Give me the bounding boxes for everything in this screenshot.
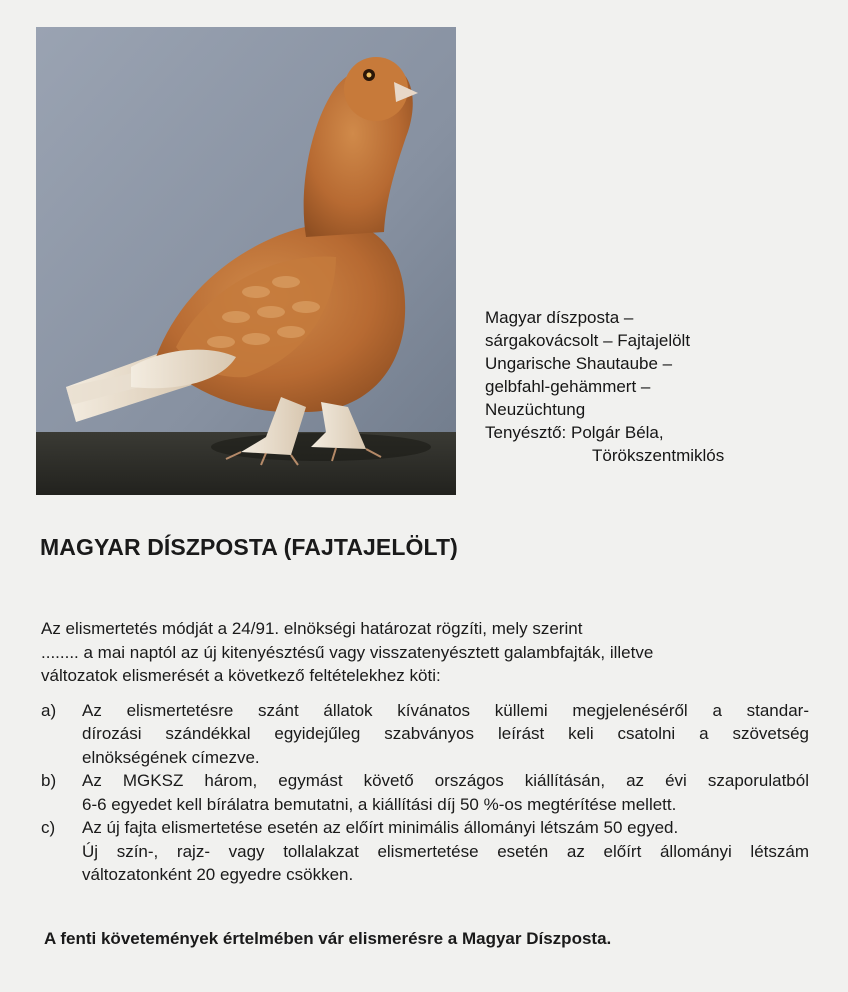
condition-item-c — [41, 816, 809, 887]
item-letter: c) — [41, 818, 56, 837]
item-line: Az új fajta elismertetése esetén az előírt minimális állományi létszám 50 egyed. — [82, 818, 679, 837]
caption-line: sárgakovácsolt – Fajtajelölt — [485, 331, 691, 350]
item-line: elnökségének címezve. — [82, 747, 260, 767]
intro-line-3: változatok elismerését a következő feltételekhez köti: — [41, 666, 441, 685]
item-line: változatonként 20 egyedre csökken. — [82, 865, 354, 884]
pigeon-illustration — [36, 27, 456, 495]
item-line: Új szín-, rajz- vagy tollalakzat elismertetése esetén az előírt állományi létszám — [82, 841, 809, 861]
item-line: Az elismertetésre szánt állatok kívánatos küllemi megjelenéséről a standar- — [82, 700, 809, 720]
caption-breeder: Tenyésztő: Polgár Béla, — [485, 423, 664, 442]
photo-caption — [485, 306, 724, 467]
pigeon-photo — [36, 27, 456, 495]
page-title: MAGYAR DÍSZPOSTA (FAJTAJELÖLT) — [40, 534, 458, 560]
caption-line: Ungarische Shautaube – — [485, 354, 673, 373]
condition-item-b — [41, 769, 809, 816]
closing-statement: A fenti követemények értelmében vár elismerésre a Magyar Díszposta. — [44, 929, 612, 948]
intro-line-2: ........ a mai naptól az új kitenyésztésű vagy visszatenyésztett galambfajták, illetve — [41, 642, 654, 662]
item-letter: a) — [41, 700, 57, 720]
item-line: 6-6 egyedet kell bírálatra bemutatni, a kiállítási díj 50 %-os megtérítése mellett. — [82, 794, 677, 814]
condition-list — [41, 699, 809, 887]
body-text — [41, 617, 809, 887]
caption-line: Magyar díszposta – — [485, 308, 634, 327]
item-letter: b) — [41, 771, 57, 790]
item-line: dírozási szándékkal egyidejűleg szabványos leírást keli csatolni a szövetség — [82, 724, 809, 743]
caption-line: gelbfahl-gehämmert – — [485, 377, 651, 396]
caption-line: Neuzüchtung — [485, 400, 586, 419]
intro-line-1: Az elismertetés módját a 24/91. elnökségi határozat rögzíti, mely szerint — [41, 619, 583, 638]
caption-town: Törökszentmiklós — [592, 446, 725, 465]
item-line: Az MGKSZ három, egymást követő országos kiállításán, az évi szaporulatból — [82, 771, 809, 790]
condition-item-a — [41, 699, 809, 770]
